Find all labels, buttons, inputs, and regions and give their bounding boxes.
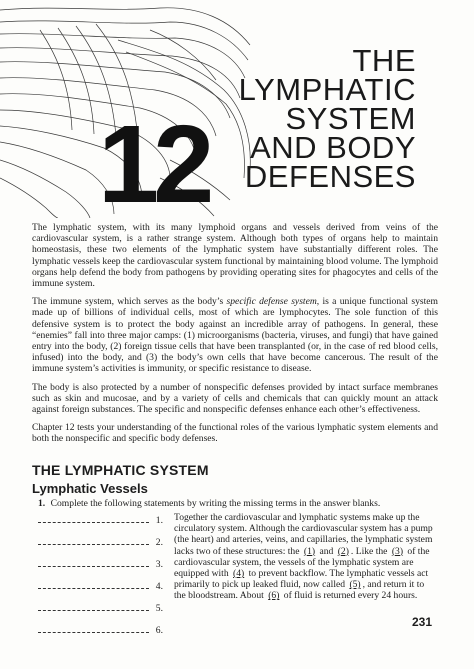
answer-blank[interactable]: 3. xyxy=(38,556,163,570)
chapter-title-line: THE xyxy=(352,43,416,78)
blank-marker: (1) xyxy=(303,545,316,557)
emphasized-term: specific defense system xyxy=(226,296,317,308)
chapter-introduction xyxy=(32,222,438,452)
blank-marker: (4) xyxy=(233,568,245,580)
blank-marker: (6) xyxy=(268,590,280,602)
intro-paragraph: The immune system, which serves as the body’s specific defense system, is a unique functional system made up of billions of individual cells, most of which are lymphocytes. The sole function of this defensive system is to protect the body against an incredible array of pathogens. In general, these “enemies” fall into three major camps: (1) microorganisms (bacteria, viruses, and fungi) that have gained entry into the body, (2) foreign tissue cells that have been transplanted (or, in the case of red blood cells, infused) into the body, and (3) the body’s own cells that have become cancerous. The result of the immune system’s activities is immunity, or specific resistance to disease. xyxy=(32,296,438,375)
blank-marker: (2) xyxy=(337,545,349,557)
answer-blank[interactable]: 1. xyxy=(38,512,163,526)
answer-blank[interactable]: 4. xyxy=(38,578,163,592)
blank-marker: (5) xyxy=(349,579,361,591)
chapter-title-line: SYSTEM xyxy=(285,101,416,136)
intro-paragraph: The body is also protected by a number of nonspecific defenses provided by intact surface membranes such as skin and mucosae, and by a variety of cells and chemicals that can quickly mount an attack against foreign substances. The specific and nonspecific defenses enhance each other’s effectiveness. xyxy=(32,381,438,416)
chapter-title-line: AND BODY xyxy=(250,130,416,165)
intro-paragraph: The lymphatic system, with its many lymphoid organs and vessels derived from veins of the cardiovascular system, is a rather strange system. Although both types of organs help to maintain homeostasis, these two elements of the lymphatic system have substantially different roles. The lymphatic vessels keep the cardiovascular system functional by maintaining blood volume. The lymphoid organs help defend the body from pathogens by providing operating sites for phagocytes and cells of the immune system. xyxy=(32,222,438,290)
answer-blank[interactable]: 2. xyxy=(38,534,163,548)
page-number: 231 xyxy=(411,615,432,629)
question-instruction: 1. Complete the following statements by writing the missing terms in the answer blanks. xyxy=(38,498,381,509)
subsection-heading: Lymphatic Vessels xyxy=(32,481,148,496)
chapter-title-line: DEFENSES xyxy=(244,159,416,194)
blank-marker: (3) xyxy=(391,545,404,557)
chapter-number: 12 xyxy=(98,103,209,226)
chapter-title-line: LYMPHATIC xyxy=(238,72,416,107)
intro-paragraph: Chapter 12 tests your understanding of the functional roles of the various lymphatic system elements and both the nonspecific and specific body defenses. xyxy=(32,422,438,445)
fill-in-paragraph: Together the cardiovascular and lymphatic systems make up the circulatory system. Although the cardiovascular system has a pump (the heart) and arteries, veins, and capillaries, the lymphatic system lacks two of these structures: the (1) and (2) . Like the (3) of the cardiovascular system, the vessels of the lymphatic system are equipped with (4) to prevent backflow. The lymphatic vessels act primarily to pick up leaked fluid, now called (5) , and return it to the bloodstream. About (6) of fluid is returned every 24 hours. xyxy=(174,512,433,602)
answer-blank[interactable]: 5. xyxy=(38,600,163,614)
question-number: 1. xyxy=(38,498,46,509)
chapter-title xyxy=(238,43,416,194)
answer-blank[interactable]: 6. xyxy=(38,622,163,636)
section-heading: THE LYMPHATIC SYSTEM xyxy=(32,462,209,478)
